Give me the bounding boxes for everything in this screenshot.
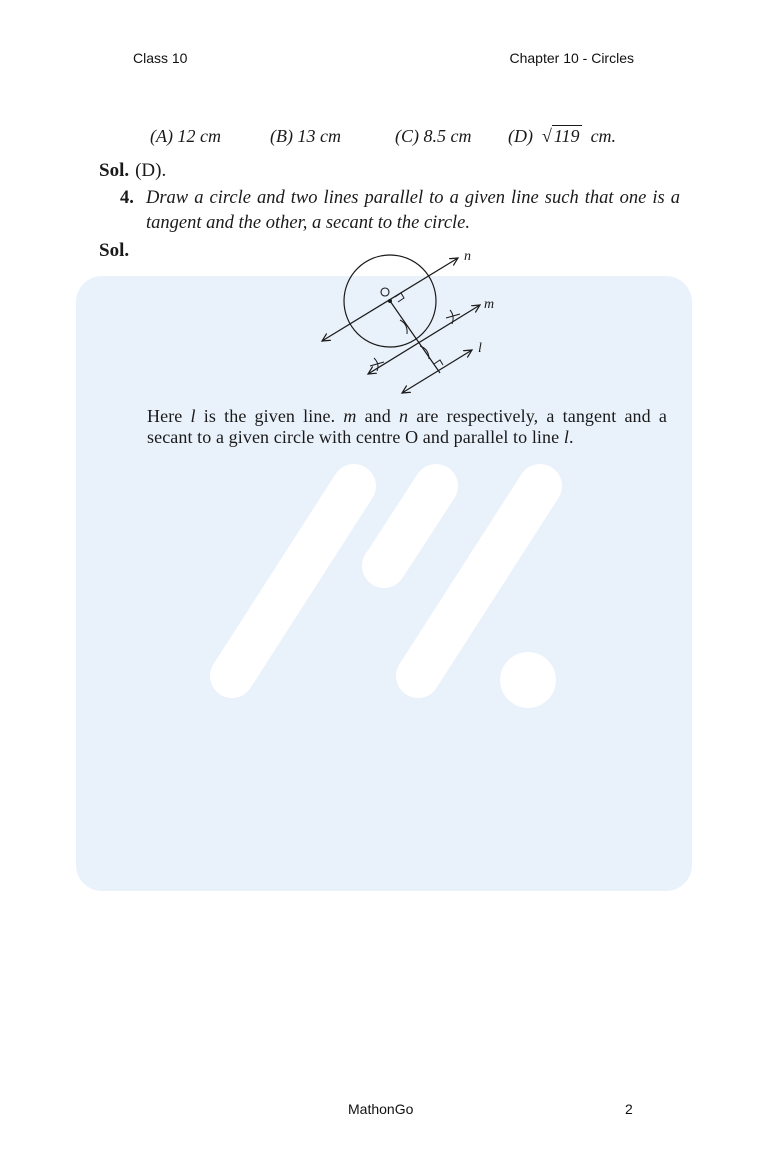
label-n: n bbox=[464, 249, 471, 264]
label-l: l bbox=[478, 341, 482, 356]
footer-brand: MathonGo bbox=[348, 1101, 414, 1117]
answer-text-5: . bbox=[568, 427, 574, 447]
arc-mark-1 bbox=[400, 320, 407, 334]
arc-mark-2 bbox=[420, 346, 429, 359]
option-c: (C) 8.5 cm bbox=[395, 126, 472, 146]
label-m: m bbox=[484, 297, 495, 312]
line-l bbox=[402, 350, 472, 393]
page-number: 2 bbox=[625, 1101, 633, 1117]
right-angle-mark-top bbox=[395, 293, 404, 302]
answer-var-l: l bbox=[190, 406, 196, 426]
construction-figure bbox=[310, 248, 510, 398]
solution-1-label: Sol. bbox=[99, 160, 130, 181]
centre-o-mark bbox=[381, 288, 389, 296]
option-b: (B) 13 cm bbox=[270, 126, 341, 146]
option-d-label: (D) bbox=[508, 126, 533, 146]
option-d-unit: cm. bbox=[590, 126, 617, 146]
answer-var-m: m bbox=[343, 406, 357, 426]
answer-options bbox=[150, 126, 650, 150]
right-angle-mark-bottom bbox=[434, 360, 443, 365]
header-chapter: Chapter 10 - Circles bbox=[509, 50, 634, 66]
line-m bbox=[368, 305, 480, 374]
solution-1-answer: (D). bbox=[135, 160, 167, 181]
header-class: Class 10 bbox=[133, 50, 188, 66]
option-d bbox=[508, 126, 616, 147]
answer-text-1: Here bbox=[147, 406, 191, 426]
answer-var-n: n bbox=[399, 406, 409, 426]
solution-2-label: Sol. bbox=[99, 240, 130, 261]
centre-point bbox=[388, 299, 392, 303]
answer-text-2: is the given line. bbox=[195, 406, 344, 426]
question-4-number: 4. bbox=[120, 188, 134, 208]
question-4 bbox=[120, 186, 680, 236]
option-a: (A) 12 cm bbox=[150, 126, 221, 146]
answer-var-l2: l bbox=[563, 427, 569, 447]
solution-2-text bbox=[147, 406, 667, 448]
perpendicular-line bbox=[390, 301, 440, 373]
solution-1 bbox=[99, 160, 166, 182]
option-d-radicand: 119 bbox=[553, 126, 580, 146]
sqrt-icon: √ bbox=[542, 126, 552, 146]
arc-cross-1 bbox=[446, 310, 460, 324]
answer-text-4: are respectively, a tangent and a secant to a given circle with centre O and parallel to line bbox=[147, 406, 667, 447]
question-4-text: Draw a circle and two lines parallel to a given line such that one is a tangent and the other, a secant to the circle. bbox=[146, 188, 680, 233]
answer-text-3: and bbox=[356, 406, 399, 426]
